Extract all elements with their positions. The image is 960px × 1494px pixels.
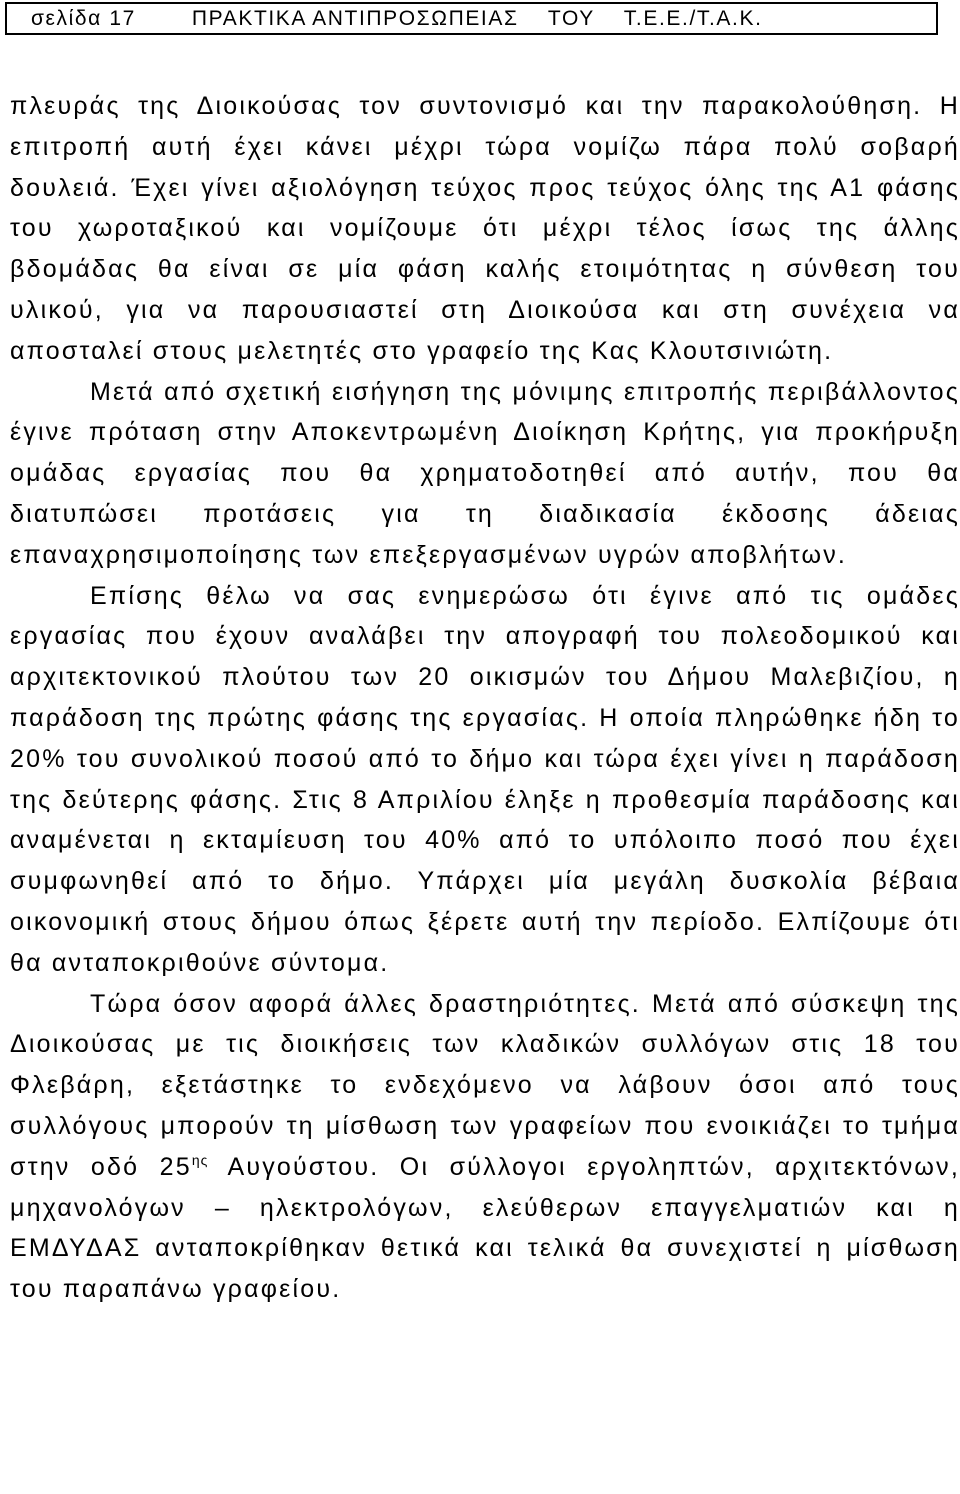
page-header [5,2,938,35]
paragraph-4 [10,984,960,1310]
document-title: ΠΡΑΚΤΙΚΑ ΑΝΤΙΠΡΟΣΩΠΕΙΑΣ ΤΟΥ Τ.Ε.Ε./Τ.Α.Κ. [191,7,763,30]
paragraph-1: πλευράς της Διοικούσας τον συντονισμό και την παρακολούθηση. Η επιτροπή αυτή έχει κάνει μέχρι τώρα νομίζω πάρα πολύ σοβαρή δουλειά. Έχει γίνει αξιολόγηση τεύχος προς τεύχος όλης της Α1 φάσης του χωροταξικού και νομίζουμε ότι μέχρι τέλος ίσως της άλλης βδομάδας θα είναι σε μία φάση καλής ετοιμότητας η σύνθεση του υλικού, για να παρουσιαστεί στη Διοικούσα και στη συνέχεια να αποσταλεί στους μελετητές στο γραφείο της Κας Κλουτσινιώτη. [10,92,960,365]
paragraph-2: Μετά από σχετική εισήγηση της μόνιμης επιτροπής περιβάλλοντος έγινε πρόταση στην Αποκεντρωμένη Διοίκηση Κρήτης, για προκήρυξη ομάδας εργασίας που θα χρηματοδοτηθεί από αυτήν, που θα διατυπώσει προτάσεις για τη διαδικασία έκδοσης άδειας επαναχρησιμοποίησης των επεξεργασμένων υγρών αποβλήτων. [10,377,960,569]
ordinal-superscript: ης [191,1151,209,1168]
page-number: σελίδα 17 [31,7,136,30]
paragraph-4-text-end: Αυγούστου. Οι σύλλογοι εργοληπτών, αρχιτεκτόνων, μηχανολόγων – ηλεκτρολόγων, ελεύθερων επαγγελματιών και η ΕΜΔΥΔΑΣ ανταποκρίθηκαν θετικά και τελικά θα συνεχιστεί η μίσθωση του παραπάνω γραφείου. [10,1152,960,1304]
paragraph-3: Επίσης θέλω να σας ενημερώσω ότι έγινε από τις ομάδες εργασίας που έχουν αναλάβει την απογραφή του πολεοδομικού και αρχιτεκτονικού πλούτου των 20 οικισμών του Δήμου Μαλεβιζίου, η παράδοση της πρώτης φάσης της εργασίας. Η οποία πληρώθηκε ήδη το 20% του συνολικού ποσού από το δήμο και τώρα έχει γίνει η παράδοση της δεύτερης φάσης. Στις 8 Απριλίου έληξε η προθεσμία παράδοσης και αναμένεται η εκταμίευση του 40% από το υπόλοιπο ποσό που έχει συμφωνηθεί από το δήμο. Υπάρχει μία μεγάλη δυσκολία βέβαια οικονομική στους δήμου όπως ξέρετε αυτή την περίοδο. Ελπίζουμε ότι θα ανταποκριθούνε σύντομα. [10,581,960,977]
document-body [10,86,960,1310]
paragraph-4-text-start: Τώρα όσον αφορά άλλες δραστηριότητες. Μετά από σύσκεψη της Διοικούσας με τις διοικήσεις των κλαδικών συλλόγων στις 18 του Φλεβάρη, εξετάστηκε το ενδεχόμενο να λάβουν όσοι από τους συλλόγους μπορούν τη μίσθωση των γραφείων που ενοικιάζει το τμήμα στην οδό 25 [10,989,960,1181]
